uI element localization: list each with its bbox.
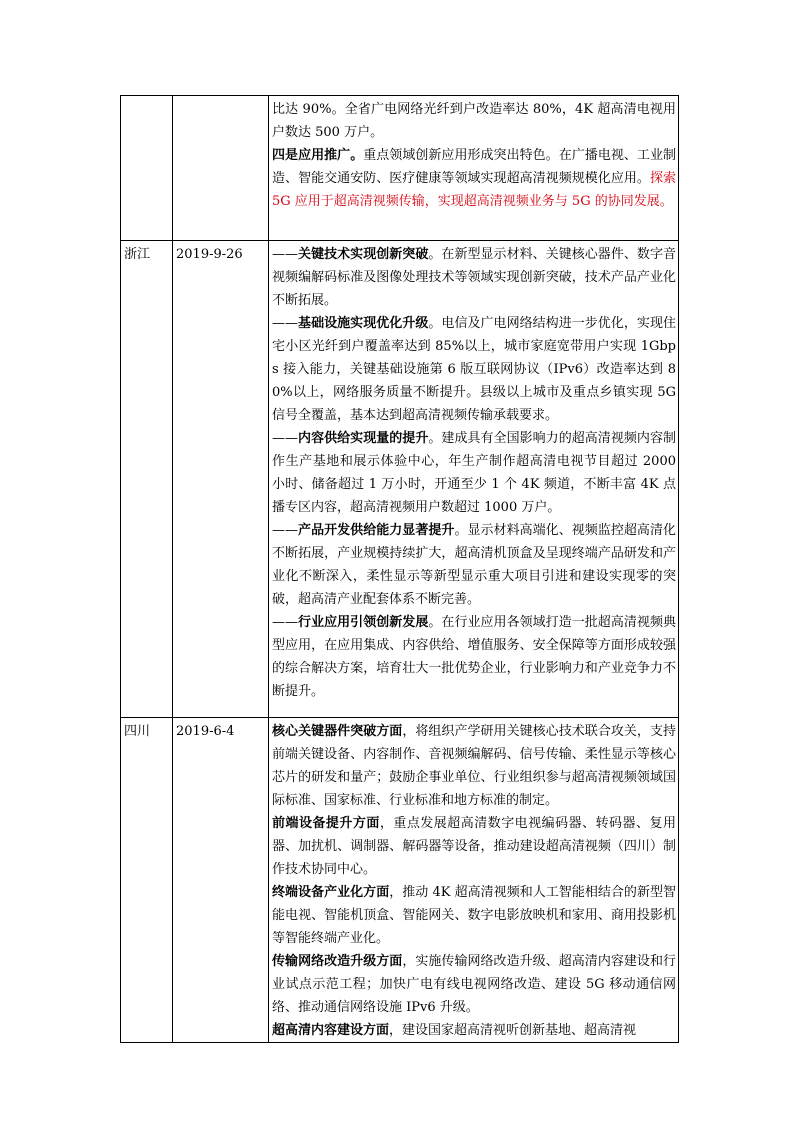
date-cell (173, 96, 269, 241)
policy-content-cell (269, 718, 679, 1043)
content-paragraph (272, 243, 676, 312)
paragraph-heading: 核心关键器件突破方面 (272, 724, 403, 739)
paragraph-text: ，建设国家超高清视听创新基地、超高清视 (389, 1023, 637, 1038)
dash-prefix: —— (272, 431, 298, 446)
paragraph-heading: 超高清内容建设方面 (272, 1023, 390, 1038)
content-paragraph (272, 427, 676, 519)
paragraph-text: ，实施传输网络改造升级、超高清内容建设和行业试点示范工程；加快广电有线电视网络改造、建设 5G 移动通信网络、推动通信网络设施 IPv6 升级。 (272, 954, 676, 1015)
paragraph-heading: 基础设施实现优化升级 (298, 316, 429, 331)
paragraph-heading: 四是应用推广。 (272, 148, 364, 163)
content-paragraph (272, 950, 676, 1019)
paragraph-text: 。在新型显示材料、关键核心器件、数字音视频编解码标准及图像处理技术等领域实现创新突破，技术产品产业化不断拓展。 (272, 247, 676, 308)
paragraph-heading: 关键技术实现创新突破 (298, 247, 429, 262)
content-paragraph (272, 720, 676, 812)
paragraph-heading: 行业应用引领创新发展 (298, 615, 429, 630)
paragraph-text: 。显示材料高端化、视频监控超高清化不断拓展，产业规模持续扩大，超高清机顶盒及呈现终端产品研发和产业化不断深入，柔性显示等新型显示重大项目引进和建设实现零的突破，超高清产业配套体系不断完善。 (272, 523, 676, 607)
policy-content-cell (269, 96, 679, 241)
date-cell: 2019-9-26 (173, 241, 269, 718)
content-paragraph (272, 1019, 676, 1042)
paragraph-text: ，重点发展超高清数字电视编码器、转码器、复用器、加扰机、调制器、解码器等设备，推动建设超高清视频（四川）制作技术协同中心。 (272, 816, 676, 877)
dash-prefix: —— (272, 523, 298, 538)
policy-table (120, 95, 679, 1043)
paragraph-text: 。电信及广电网络结构进一步优化，实现住宅小区光纤到户覆盖率达到 85%以上，城市家庭宽带用户实现 1Gbps 接入能力，关键基础设施第 6 版互联网协议（IPv6）改造率达到 80%以上，网络服务质量不断提升。县级以上城市及重点乡镇实现 5G 信号全覆盖，基本达到超高清视频传输承载要求。 (272, 316, 676, 423)
paragraph-heading: 前端设备提升方面 (272, 816, 380, 831)
content-paragraph (272, 98, 676, 144)
content-paragraph (272, 519, 676, 611)
content-paragraph (272, 881, 676, 950)
province-cell (121, 96, 173, 241)
paragraph-text: 。在行业应用各领域打造一批超高清视频典型应用，在应用集成、内容供给、增值服务、安全保障等方面形成较强的综合解决方案，培育壮大一批优势企业，行业影响力和产业竞争力不断提升。 (272, 615, 676, 699)
paragraph-text: ，将组织产学研用关键核心技术联合攻关，支持前端关键设备、内容制作、音视频编解码、信号传输、柔性显示等核心芯片的研发和量产；鼓励企事业单位、行业组织参与超高清视频领域国际标准、国家标准、行业标准和地方标准的制定。 (272, 724, 676, 808)
dash-prefix: —— (272, 316, 298, 331)
paragraph-heading: 内容供给实现量的提升 (298, 431, 429, 446)
paragraph-text: 重点领域创新应用形成突出特色。在广播电视、工业制造、智能交通安防、医疗健康等领域实现超高清视频规模化应用。 (272, 148, 676, 186)
paragraph-heading: 传输网络改造升级方面 (272, 954, 403, 969)
paragraph-heading: 终端设备产业化方面 (272, 885, 390, 900)
content-paragraph (272, 611, 676, 703)
province-cell: 四川 (121, 718, 173, 1043)
paragraph-text: 。建成具有全国影响力的超高清视频内容制作生产基地和展示体验中心，年生产制作超高清电视节目超过 2000 小时、储备超过 1 万小时，开通至少 1 个 4K 频道，不断丰富 4K 点播专区内容，超高清视频用户数超过 1000 万户。 (272, 431, 676, 515)
content-paragraph (272, 312, 676, 427)
highlighted-text: 探索 5G 应用于超高清视频传输，实现超高清视频业务与 5G 的协同发展。 (272, 171, 676, 209)
date-cell: 2019-6-4 (173, 718, 269, 1043)
policy-content-cell (269, 241, 679, 718)
province-cell: 浙江 (121, 241, 173, 718)
table-row (121, 96, 679, 241)
table-row (121, 241, 679, 718)
paragraph-text: 比达 90%。全省广电网络光纤到户改造率达 80%，4K 超高清电视用户数达 500 万户。 (272, 102, 676, 140)
dash-prefix: —— (272, 615, 298, 630)
dash-prefix: —— (272, 247, 298, 262)
paragraph-heading: 产品开发供给能力显著提升 (298, 523, 455, 538)
table-row (121, 718, 679, 1043)
content-paragraph (272, 812, 676, 881)
paragraph-text: ，推动 4K 超高清视频和人工智能相结合的新型智能电视、智能机顶盒、智能网关、数字电影放映机和家用、商用投影机等智能终端产业化。 (272, 885, 676, 946)
content-paragraph (272, 144, 676, 213)
